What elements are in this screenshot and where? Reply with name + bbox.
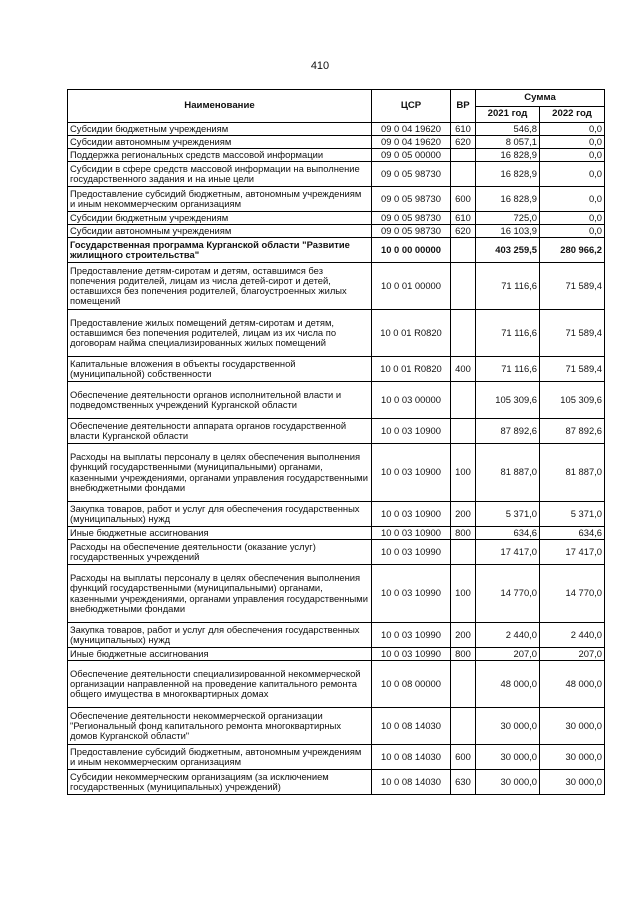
row-name-cell: Государственная программа Курганской области "Развитие жилищного строительства": [68, 238, 372, 263]
row-vr-cell: 400: [451, 357, 476, 382]
row-name-cell: Обеспечение деятельности органов исполнительной власти и подведомственных учреждений Курганской области: [68, 382, 372, 419]
row-sum-2021-cell: 16 828,9: [476, 162, 540, 187]
row-sum-2022-cell: 14 770,0: [540, 565, 605, 623]
table-body: [68, 123, 605, 795]
header-sum: Сумма: [476, 90, 605, 107]
row-vr-cell: [451, 162, 476, 187]
row-name-cell: Иные бюджетные ассигнования: [68, 527, 372, 540]
row-sum-2021-cell: 71 116,6: [476, 263, 540, 310]
row-name-cell: Расходы на выплаты персоналу в целях обеспечения выполнения функций государственными (муниципальными) органами, казенными учреждениями, органами управления государственными внебюджетными фондами: [68, 444, 372, 502]
table-row: [68, 357, 605, 382]
row-vr-cell: 800: [451, 648, 476, 661]
table-row: [68, 770, 605, 795]
row-name-cell: Закупка товаров, работ и услуг для обеспечения государственных (муниципальных) нужд: [68, 502, 372, 527]
row-name-cell: Расходы на обеспечение деятельности (оказание услуг) государственных учреждений: [68, 540, 372, 565]
row-csr-cell: 09 0 05 98730: [372, 187, 451, 212]
row-csr-cell: 10 0 08 14030: [372, 770, 451, 795]
table-row: [68, 162, 605, 187]
header-year-2021: 2021 год: [476, 107, 540, 123]
row-name-cell: Поддержка региональных средств массовой информации: [68, 149, 372, 162]
row-csr-cell: 09 0 05 00000: [372, 149, 451, 162]
row-sum-2022-cell: 105 309,6: [540, 382, 605, 419]
header-name: Наименование: [68, 90, 372, 123]
row-sum-2022-cell: 48 000,0: [540, 661, 605, 708]
row-sum-2021-cell: 5 371,0: [476, 502, 540, 527]
table-row: [68, 502, 605, 527]
row-sum-2021-cell: 105 309,6: [476, 382, 540, 419]
row-vr-cell: 630: [451, 770, 476, 795]
row-name-cell: Субсидии автономным учреждениям: [68, 136, 372, 149]
row-vr-cell: 800: [451, 527, 476, 540]
table-row: [68, 745, 605, 770]
row-sum-2021-cell: 30 000,0: [476, 770, 540, 795]
table-row: [68, 382, 605, 419]
table-row: [68, 310, 605, 357]
row-vr-cell: 620: [451, 136, 476, 149]
row-csr-cell: 10 0 03 10900: [372, 502, 451, 527]
row-name-cell: Предоставление жилых помещений детям-сиротам и детям, оставшимся без попечения родителей, лицам из их числа по договорам найма специализированных жилых помещений: [68, 310, 372, 357]
row-sum-2022-cell: 0,0: [540, 123, 605, 136]
row-name-cell: Иные бюджетные ассигнования: [68, 648, 372, 661]
row-sum-2022-cell: 17 417,0: [540, 540, 605, 565]
row-name-cell: Субсидии некоммерческим организациям (за исключением государственных (муниципальных) учреждений): [68, 770, 372, 795]
row-name-cell: Обеспечение деятельности некоммерческой организации "Региональный фонд капитального ремонта многоквартирных домов Курганской области": [68, 708, 372, 745]
row-name-cell: Субсидии бюджетным учреждениям: [68, 212, 372, 225]
row-sum-2021-cell: 14 770,0: [476, 565, 540, 623]
row-vr-cell: 620: [451, 225, 476, 238]
row-sum-2022-cell: 0,0: [540, 149, 605, 162]
row-vr-cell: 600: [451, 745, 476, 770]
row-vr-cell: [451, 238, 476, 263]
row-sum-2021-cell: 2 440,0: [476, 623, 540, 648]
row-vr-cell: 610: [451, 123, 476, 136]
header-year-2022: 2022 год: [540, 107, 605, 123]
row-csr-cell: 09 0 04 19620: [372, 123, 451, 136]
row-csr-cell: 10 0 03 10990: [372, 565, 451, 623]
table-row: [68, 708, 605, 745]
row-sum-2021-cell: 87 892,6: [476, 419, 540, 444]
row-csr-cell: 10 0 01 00000: [372, 263, 451, 310]
row-name-cell: Предоставление субсидий бюджетным, автономным учреждениям и иным некоммерческим организациям: [68, 187, 372, 212]
table-row: [68, 565, 605, 623]
row-sum-2021-cell: 71 116,6: [476, 310, 540, 357]
row-sum-2021-cell: 17 417,0: [476, 540, 540, 565]
row-sum-2021-cell: 403 259,5: [476, 238, 540, 263]
row-name-cell: Капитальные вложения в объекты государственной (муниципальной) собственности: [68, 357, 372, 382]
row-vr-cell: [451, 661, 476, 708]
row-sum-2022-cell: 207,0: [540, 648, 605, 661]
row-name-cell: Субсидии автономным учреждениям: [68, 225, 372, 238]
row-sum-2022-cell: 0,0: [540, 162, 605, 187]
table-row: [68, 623, 605, 648]
row-sum-2022-cell: 81 887,0: [540, 444, 605, 502]
row-name-cell: Расходы на выплаты персоналу в целях обеспечения выполнения функций государственными (муниципальными) органами, казенными учреждениями, органами управления государственными внебюджетными фондами: [68, 565, 372, 623]
row-csr-cell: 10 0 03 00000: [372, 382, 451, 419]
row-sum-2022-cell: 0,0: [540, 212, 605, 225]
row-csr-cell: 10 0 08 00000: [372, 661, 451, 708]
row-vr-cell: [451, 540, 476, 565]
table-row: [68, 263, 605, 310]
row-csr-cell: 09 0 05 98730: [372, 212, 451, 225]
row-sum-2021-cell: 48 000,0: [476, 661, 540, 708]
row-name-cell: Субсидии в сфере средств массовой информации на выполнение государственного задания и на иные цели: [68, 162, 372, 187]
row-csr-cell: 10 0 08 14030: [372, 745, 451, 770]
table-row: [68, 212, 605, 225]
row-vr-cell: [451, 382, 476, 419]
row-sum-2022-cell: 30 000,0: [540, 745, 605, 770]
row-csr-cell: 10 0 03 10990: [372, 623, 451, 648]
row-name-cell: Обеспечение деятельности аппарата органов государственной власти Курганской области: [68, 419, 372, 444]
table-row: [68, 238, 605, 263]
row-vr-cell: 100: [451, 444, 476, 502]
table-row: [68, 648, 605, 661]
row-sum-2021-cell: 16 103,9: [476, 225, 540, 238]
row-csr-cell: 09 0 04 19620: [372, 136, 451, 149]
row-sum-2021-cell: 634,6: [476, 527, 540, 540]
row-csr-cell: 10 0 03 10900: [372, 527, 451, 540]
row-vr-cell: [451, 149, 476, 162]
row-csr-cell: 10 0 03 10900: [372, 444, 451, 502]
row-csr-cell: 10 0 03 10990: [372, 540, 451, 565]
row-name-cell: Предоставление субсидий бюджетным, автономным учреждениям и иным некоммерческим организациям: [68, 745, 372, 770]
row-sum-2021-cell: 71 116,6: [476, 357, 540, 382]
table-row: [68, 149, 605, 162]
page-number: 410: [310, 60, 330, 72]
row-vr-cell: 200: [451, 623, 476, 648]
row-sum-2021-cell: 81 887,0: [476, 444, 540, 502]
row-sum-2022-cell: 0,0: [540, 225, 605, 238]
row-sum-2022-cell: 0,0: [540, 136, 605, 149]
row-vr-cell: 200: [451, 502, 476, 527]
row-sum-2022-cell: 30 000,0: [540, 708, 605, 745]
table-row: [68, 661, 605, 708]
header-vr: ВР: [451, 90, 476, 123]
row-sum-2022-cell: 280 966,2: [540, 238, 605, 263]
row-sum-2022-cell: 71 589,4: [540, 310, 605, 357]
header-csr: ЦСР: [372, 90, 451, 123]
row-sum-2021-cell: 8 057,1: [476, 136, 540, 149]
row-sum-2022-cell: 5 371,0: [540, 502, 605, 527]
row-sum-2021-cell: 30 000,0: [476, 708, 540, 745]
row-name-cell: Обеспечение деятельности специализированной некоммерческой организации направленной на проведение капитального ремонта общего имущества в многоквартирных домах: [68, 661, 372, 708]
row-sum-2022-cell: 30 000,0: [540, 770, 605, 795]
table-row: [68, 419, 605, 444]
row-vr-cell: 610: [451, 212, 476, 225]
row-csr-cell: 09 0 05 98730: [372, 225, 451, 238]
row-name-cell: Закупка товаров, работ и услуг для обеспечения государственных (муниципальных) нужд: [68, 623, 372, 648]
row-sum-2022-cell: 71 589,4: [540, 357, 605, 382]
table-row: [68, 136, 605, 149]
row-csr-cell: 10 0 08 14030: [372, 708, 451, 745]
row-sum-2021-cell: 16 828,9: [476, 187, 540, 212]
row-name-cell: Предоставление детям-сиротам и детям, оставшимся без попечения родителей, лицам из числа детей-сирот и детей, оставшихся без попечения родителей, благоустроенных жилых помещений: [68, 263, 372, 310]
row-sum-2022-cell: 71 589,4: [540, 263, 605, 310]
table-row: [68, 123, 605, 136]
row-sum-2021-cell: 546,8: [476, 123, 540, 136]
table-row: [68, 444, 605, 502]
row-csr-cell: 10 0 00 00000: [372, 238, 451, 263]
row-csr-cell: 10 0 01 R0820: [372, 310, 451, 357]
row-sum-2021-cell: 30 000,0: [476, 745, 540, 770]
row-csr-cell: 10 0 03 10900: [372, 419, 451, 444]
table-row: [68, 187, 605, 212]
row-sum-2021-cell: 16 828,9: [476, 149, 540, 162]
row-csr-cell: 10 0 01 R0820: [372, 357, 451, 382]
row-vr-cell: [451, 310, 476, 357]
row-vr-cell: 600: [451, 187, 476, 212]
table-row: [68, 527, 605, 540]
table-row: [68, 540, 605, 565]
row-sum-2022-cell: 87 892,6: [540, 419, 605, 444]
row-name-cell: Субсидии бюджетным учреждениям: [68, 123, 372, 136]
row-vr-cell: [451, 419, 476, 444]
row-sum-2022-cell: 2 440,0: [540, 623, 605, 648]
row-sum-2022-cell: 634,6: [540, 527, 605, 540]
row-vr-cell: [451, 263, 476, 310]
row-sum-2022-cell: 0,0: [540, 187, 605, 212]
row-csr-cell: 10 0 03 10990: [372, 648, 451, 661]
row-sum-2021-cell: 725,0: [476, 212, 540, 225]
row-vr-cell: 100: [451, 565, 476, 623]
budget-table: [67, 89, 605, 795]
row-sum-2021-cell: 207,0: [476, 648, 540, 661]
row-vr-cell: [451, 708, 476, 745]
row-csr-cell: 09 0 05 98730: [372, 162, 451, 187]
table-row: [68, 225, 605, 238]
